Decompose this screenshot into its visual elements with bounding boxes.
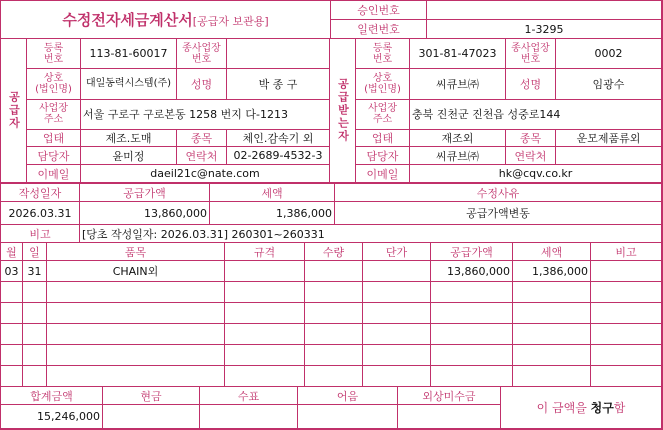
supplier-staff-label: 담당자 (27, 147, 81, 165)
cell-spec (225, 261, 305, 282)
cash-label: 현금 (103, 387, 200, 405)
approval-label: 승인번호 (331, 1, 427, 20)
buyer-biz-type: 재조외 (410, 129, 506, 147)
col-spec: 규격 (225, 243, 305, 261)
cell-tax (513, 324, 591, 345)
supplier-addr-label: 사업장 주소 (27, 99, 81, 129)
claim-note-prefix: 이 금액을 (536, 401, 591, 415)
cash-amount (103, 405, 200, 429)
cell-qty (305, 261, 363, 282)
cell-note (591, 282, 662, 303)
tax-label: 세액 (210, 184, 335, 202)
col-note: 비고 (591, 243, 662, 261)
col-month: 월 (1, 243, 23, 261)
approval-value (427, 1, 662, 20)
cell-spec (225, 303, 305, 324)
cell-unit-price (363, 261, 431, 282)
buyer-side-label: 공급받는자 (330, 39, 356, 183)
cell-qty (305, 345, 363, 366)
cell-supply: 13,860,000 (431, 261, 513, 282)
buyer-email: hk@cqv.co.kr (410, 165, 662, 183)
cell-item (47, 303, 225, 324)
cell-month (1, 345, 23, 366)
cell-spec (225, 282, 305, 303)
col-qty: 수량 (305, 243, 363, 261)
total-amount: 15,246,000 (1, 405, 103, 429)
cell-month: 03 (1, 261, 23, 282)
totals-block (0, 386, 662, 429)
cell-day (23, 366, 47, 387)
table-row (1, 366, 662, 387)
buyer-biz-label: 업태 (356, 129, 410, 147)
cell-tax (513, 345, 591, 366)
supplier-biz-type: 제조.도매 (81, 129, 177, 147)
bill-label: 어음 (298, 387, 398, 405)
claim-note-suffix: 함 (613, 401, 626, 415)
cell-unit-price (363, 324, 431, 345)
parties-block (0, 38, 662, 183)
buyer-contact-label: 연락처 (506, 147, 556, 165)
items-header-row (1, 243, 662, 261)
cell-item: CHAIN외 (47, 261, 225, 282)
remark-label: 비고 (1, 225, 80, 243)
cell-month (1, 324, 23, 345)
col-item: 품목 (47, 243, 225, 261)
supplier-ceo: 박 종 구 (227, 69, 330, 99)
cell-supply (431, 282, 513, 303)
supplier-company: 대일동력시스템(주) (81, 69, 177, 99)
supply-amount: 13,860,000 (80, 202, 210, 225)
supplier-item-label: 종목 (177, 129, 227, 147)
col-supply: 공급가액 (431, 243, 513, 261)
supplier-reg-no: 113-81-60017 (81, 39, 177, 69)
buyer-email-label: 이메일 (356, 165, 410, 183)
cell-spec (225, 324, 305, 345)
cell-note (591, 303, 662, 324)
cell-month (1, 282, 23, 303)
claim-note (501, 387, 662, 429)
cell-month (1, 366, 23, 387)
check-label: 수표 (200, 387, 298, 405)
table-row (1, 324, 662, 345)
cell-qty (305, 282, 363, 303)
title-sub: [공급자 보관용] (192, 15, 269, 28)
buyer-reg-no: 301-81-47023 (410, 39, 506, 69)
table-row (1, 345, 662, 366)
supply-label: 공급가액 (80, 184, 210, 202)
buyer-biz-item: 운모제품류외 (556, 129, 662, 147)
cell-qty (305, 303, 363, 324)
buyer-staff: 씨큐브㈜ (410, 147, 506, 165)
cell-item (47, 366, 225, 387)
cell-note (591, 366, 662, 387)
supplier-contact: 02-2689-4532-3 (227, 147, 330, 165)
supplier-reg-label: 등록 번호 (27, 39, 81, 69)
cell-item (47, 345, 225, 366)
supplier-name-label: 상호 (법인명) (27, 69, 81, 99)
cell-tax: 1,386,000 (513, 261, 591, 282)
buyer-item-label: 종목 (506, 129, 556, 147)
cell-day (23, 303, 47, 324)
claim-note-keyword: 청구 (590, 401, 614, 415)
buyer-company: 씨큐브㈜ (410, 69, 506, 99)
revision-reason: 공급가액변동 (335, 202, 662, 225)
buyer-ceo-label: 성명 (506, 69, 556, 99)
cell-supply (431, 345, 513, 366)
supplier-branch-no (227, 39, 330, 69)
buyer-branch-label: 종사업장 번호 (506, 39, 556, 69)
table-row (1, 261, 662, 282)
invoice-title (1, 1, 331, 39)
credit-amount (398, 405, 501, 429)
buyer-ceo: 임광수 (556, 69, 662, 99)
invoice-header (0, 0, 662, 39)
issue-date: 2026.03.31 (1, 202, 80, 225)
buyer-name-label: 상호 (법인명) (356, 69, 410, 99)
cell-qty (305, 366, 363, 387)
cell-spec (225, 366, 305, 387)
supplier-branch-label: 종사업장 번호 (177, 39, 227, 69)
check-amount (200, 405, 298, 429)
col-tax: 세액 (513, 243, 591, 261)
col-day: 일 (23, 243, 47, 261)
cell-unit-price (363, 366, 431, 387)
supplier-staff: 윤미정 (81, 147, 177, 165)
items-table (0, 242, 662, 387)
supplier-side-label: 공급자 (1, 39, 27, 183)
tax-amount: 1,386,000 (210, 202, 335, 225)
cell-supply (431, 324, 513, 345)
buyer-reg-label: 등록 번호 (356, 39, 410, 69)
supplier-email: daeil21c@nate.com (81, 165, 330, 183)
cell-day (23, 345, 47, 366)
buyer-contact (556, 147, 662, 165)
cell-day (23, 282, 47, 303)
cell-supply (431, 366, 513, 387)
table-row (1, 282, 662, 303)
supplier-address: 서울 구로구 구로본동 1258 번지 다-1213 (81, 99, 330, 129)
cell-day: 31 (23, 261, 47, 282)
buyer-address: 충북 진천군 진천읍 성중로144 (410, 99, 662, 129)
bill-amount (298, 405, 398, 429)
serial-label: 일련번호 (331, 20, 427, 39)
cell-tax (513, 366, 591, 387)
cell-item (47, 324, 225, 345)
buyer-branch-no: 0002 (556, 39, 662, 69)
table-row (1, 303, 662, 324)
supplier-biz-item: 체인.감속기 외 (227, 129, 330, 147)
supplier-biz-label: 업태 (27, 129, 81, 147)
serial-value: 1-3295 (427, 20, 662, 39)
remark-value: [당초 작성일자: 2026.03.31] 260301~260331 (80, 225, 662, 243)
cell-unit-price (363, 303, 431, 324)
credit-label: 외상미수금 (398, 387, 501, 405)
supplier-email-label: 이메일 (27, 165, 81, 183)
cell-item (47, 282, 225, 303)
cell-tax (513, 282, 591, 303)
date-label: 작성일자 (1, 184, 80, 202)
cell-note (591, 345, 662, 366)
cell-supply (431, 303, 513, 324)
cell-unit-price (363, 282, 431, 303)
cell-note (591, 324, 662, 345)
buyer-staff-label: 담당자 (356, 147, 410, 165)
cell-spec (225, 345, 305, 366)
buyer-addr-label: 사업장 주소 (356, 99, 410, 129)
cell-day (23, 324, 47, 345)
col-unit-price: 단가 (363, 243, 431, 261)
cell-unit-price (363, 345, 431, 366)
cell-month (1, 303, 23, 324)
cell-qty (305, 324, 363, 345)
supplier-ceo-label: 성명 (177, 69, 227, 99)
cell-note (591, 261, 662, 282)
total-label: 합계금액 (1, 387, 103, 405)
title-text: 수정전자세금계산서 (62, 11, 193, 29)
reason-label: 수정사유 (335, 184, 662, 202)
supplier-contact-label: 연락처 (177, 147, 227, 165)
cell-tax (513, 303, 591, 324)
summary-block (0, 183, 662, 243)
